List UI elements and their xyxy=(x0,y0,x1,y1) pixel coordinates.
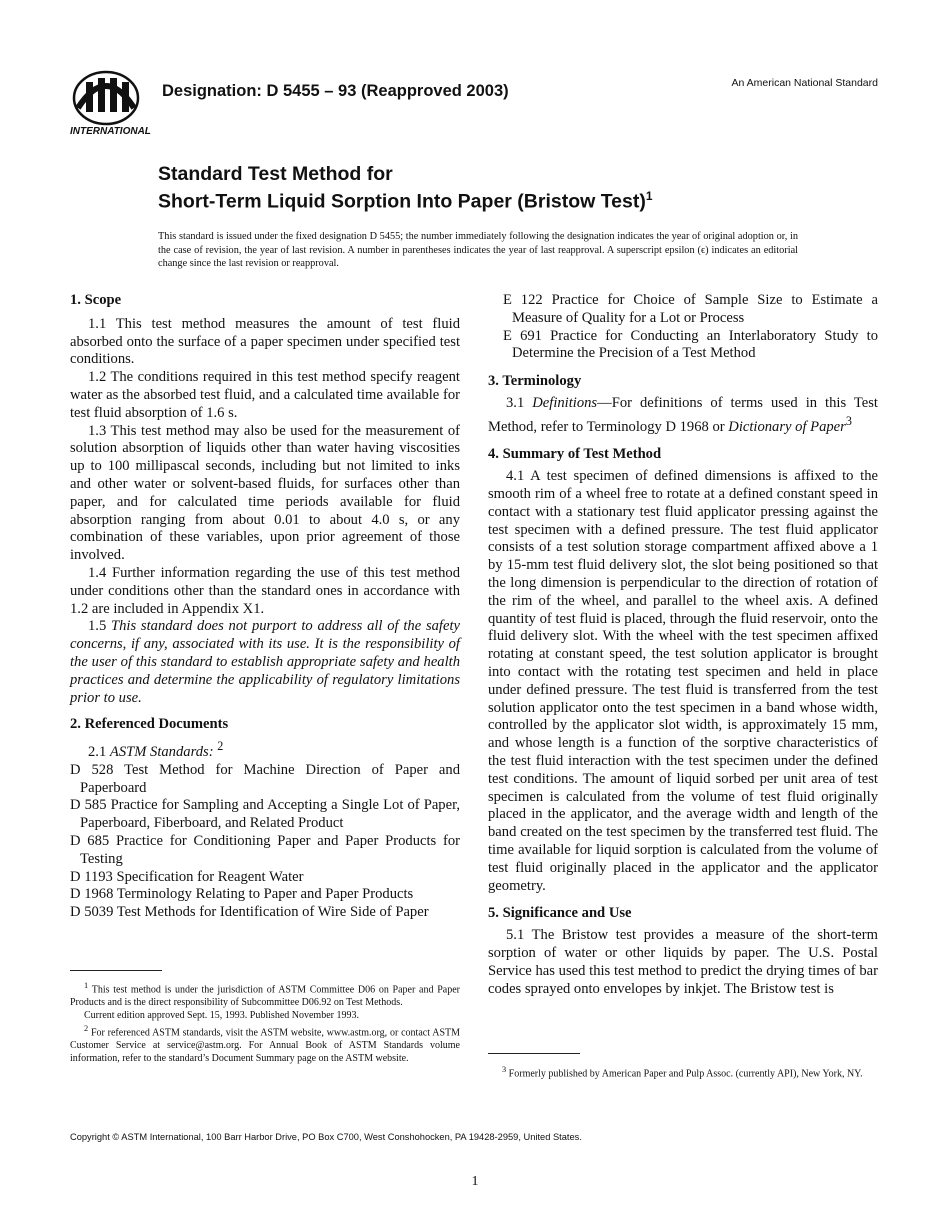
title-line-2 xyxy=(158,185,653,213)
ref-item-d528: D 528 Test Method for Machine Direction of Paper and Paperboard xyxy=(70,761,460,796)
scope-p2: 1.2 The conditions required in this test method specify reagent water as the absorbed test fluid, and a calculated time available for test fluid absorption of 1.6 s. xyxy=(70,369,460,421)
scope-p5-text: This standard does not purport to address all of the safety concerns, if any, associated with its use. It is the responsibility of the user of this standard to establish appropriate safety and health practices and determine the applicability of regulatory limitations prior to use. xyxy=(70,618,460,706)
page-title xyxy=(158,163,653,213)
designation: Designation: D 5455 – 93 (Reapproved 2003) xyxy=(162,82,509,100)
summary-heading: 4. Summary of Test Method xyxy=(488,446,662,463)
footnote-rule-right xyxy=(488,1053,580,1054)
terminology-p1 xyxy=(488,395,878,436)
referenced-heading: 2. Referenced Documents xyxy=(70,716,229,733)
footnote-rule-left xyxy=(70,970,162,971)
terminology-text: —For definitions of terms used in this Test Method, refer to Terminology D 1968 or xyxy=(488,394,878,435)
logo-wordmark: INTERNATIONAL xyxy=(70,126,151,137)
footnote-2 xyxy=(70,1023,460,1066)
footnotes-left xyxy=(70,980,460,1065)
terminology-sup: 3 xyxy=(845,413,852,428)
ref-item-d585: D 585 Practice for Sampling and Accepting a Single Lot of Paper, Paperboard, Fiberboard, and Related Product xyxy=(70,797,460,832)
scope-p1: 1.1 This test method measures the amount of test fluid absorbed onto the surface of a paper specimen under specified test conditions. xyxy=(70,315,460,368)
scope-p5-num: 1.5 xyxy=(88,618,107,635)
footnote-2-text: For referenced ASTM standards, visit the ASTM website, www.astm.org, or contact ASTM Customer Service at service@astm.org. For Annual Book of ASTM Standards volume information, refer to the standard’s Document Summary page on the ASTM website. xyxy=(70,1027,461,1064)
footnotes-right xyxy=(488,1064,878,1081)
ref-item-d685: D 685 Practice for Conditioning Paper and Paper Products for Testing xyxy=(70,832,460,867)
summary-p1: 4.1 A test specimen of defined dimensions is affixed to the smooth rim of a wheel free to rotate at a defined constant speed in contact with a stationary test fluid applicator pressing against the test specimen with a defined pressure. The test fluid applicator consists of a test solution storage compartment affixed above a 1 by 15-mm test fluid delivery slot, the slot being positioned so that the long dimension is perpendicular to the direction of rotation of the rim of the wheel, and parallel to the wheel axis. A defined quantity of test fluid is placed, through the fluid reservoir, onto the fluid delivery slot. With the wheel with the test specimen affixed rotating at constant speed, the test solution applicator is brought into contact with the rotating test specimen and held in place under defined pressure. The test fluid is transferred from the test solution applicator onto the test specimen in a band whose width, controlled by the applicator slot width, is approximately 15 mm, and whose length is a function of the sorptive characteristics of the test fluid interaction with the test specimen under the defined test conditions. The amount of liquid sorbed per unit area of test specimen is calculated from the volume of test fluid originally placed in the applicator, and the average width and length of the band created on the test specimen by the transferred test fluid. The time available for liquid sorption is calculated from the volume of test fluid originally placed in the applicator and the applicator geometry. xyxy=(488,468,878,894)
referenced-sub-sup: 2 xyxy=(217,739,224,754)
referenced-sub-label: ASTM Standards: xyxy=(109,743,214,760)
footnote-1b: Current edition approved Sept. 15, 1993. Published November 1993. xyxy=(84,1009,359,1021)
footnote-1-mark: 1 xyxy=(84,981,89,990)
terminology-label: Definitions xyxy=(532,394,598,411)
copyright-notice: Copyright © ASTM International, 100 Barr Harbor Drive, PO Box C700, West Conshohocken, PA 19428-2959, United States. xyxy=(70,1132,582,1142)
national-standard-label: An American National Standard xyxy=(731,77,878,89)
terminology-dict: Dictionary of Paper xyxy=(728,418,846,435)
ref-item-d5039: D 5039 Test Methods for Identification of Wire Side of Paper xyxy=(70,904,429,921)
footnote-2-mark: 2 xyxy=(84,1023,89,1033)
ref-item-d1968: D 1968 Terminology Relating to Paper and Paper Products xyxy=(70,886,414,903)
ref-item-e122: E 122 Practice for Choice of Sample Size to Estimate a Measure of Quality for a Lot or Process xyxy=(503,292,878,326)
ref-item-d1193: D 1193 Specification for Reagent Water xyxy=(70,868,304,885)
terminology-num: 3.1 xyxy=(506,394,525,411)
significance-p1: 5.1 The Bristow test provides a measure of the short-term sorption of water or other liquids by paper. The U.S. Postal Service has used this test method to predict the drying times of bar codes sprayed onto envelopes by inkjet. The Bristow test is xyxy=(488,927,878,997)
title-line-1: Standard Test Method for xyxy=(158,163,393,185)
footnote-1 xyxy=(70,980,460,1010)
footnote-3 xyxy=(488,1064,878,1081)
left-column xyxy=(70,292,460,922)
issued-note: This standard is issued under the fixed designation D 5455; the number immediately following the designation indicates the year of original adoption or, in the case of revision, the year of last revision. A number in parentheses indicates the year of last reapproval. A superscript epsilon (ϵ) indicates an editorial change since the last revision or reapproval. xyxy=(158,231,798,269)
scope-p4: 1.4 Further information regarding the use of this test method under conditions other than the standard ones in accordance with 1.2 are included in Appendix X1. xyxy=(70,564,460,617)
scope-p5 xyxy=(70,618,460,707)
astm-logo xyxy=(66,68,152,140)
page-number: 1 xyxy=(471,1174,479,1189)
referenced-sub xyxy=(70,738,460,762)
footnote-3-text: Formerly published by American Paper and Pulp Assoc. (currently API), New York, NY. xyxy=(508,1068,863,1080)
right-column xyxy=(488,292,878,998)
title-line-2-text: Short-Term Liquid Sorption Into Paper (Bristow Test) xyxy=(158,190,646,213)
scope-p3: 1.3 This test method may also be used for the measurement of solution absorption of liquids other than water having viscosities up to 100 millipascal seconds, including but not limited to inks and other water or solvent-based fluids, for surfaces other than paper, and for calculated time periods available for fluid absorption ranging from about 0.01 to about 4.0 s, or any combination of these variables, upon prior agreement of those involved. xyxy=(70,422,460,564)
title-footnote-mark: 1 xyxy=(645,189,653,203)
scope-heading: 1. Scope xyxy=(70,292,122,308)
astm-logo-icon xyxy=(66,68,152,140)
footnote-1-text: This test method is under the jurisdiction of ASTM Committee D06 on Paper and Paper Products and is the direct responsibility of Subcommittee D06.92 on Test Methods. xyxy=(70,984,460,1009)
terminology-heading: 3. Terminology xyxy=(488,373,582,390)
footnote-3-mark: 3 xyxy=(502,1065,507,1074)
ref-item-e691: E 691 Practice for Conducting an Interlaboratory Study to Determine the Precision of a Test Method xyxy=(503,327,878,362)
significance-heading: 5. Significance and Use xyxy=(488,905,632,922)
referenced-sub-num: 2.1 xyxy=(88,743,107,760)
